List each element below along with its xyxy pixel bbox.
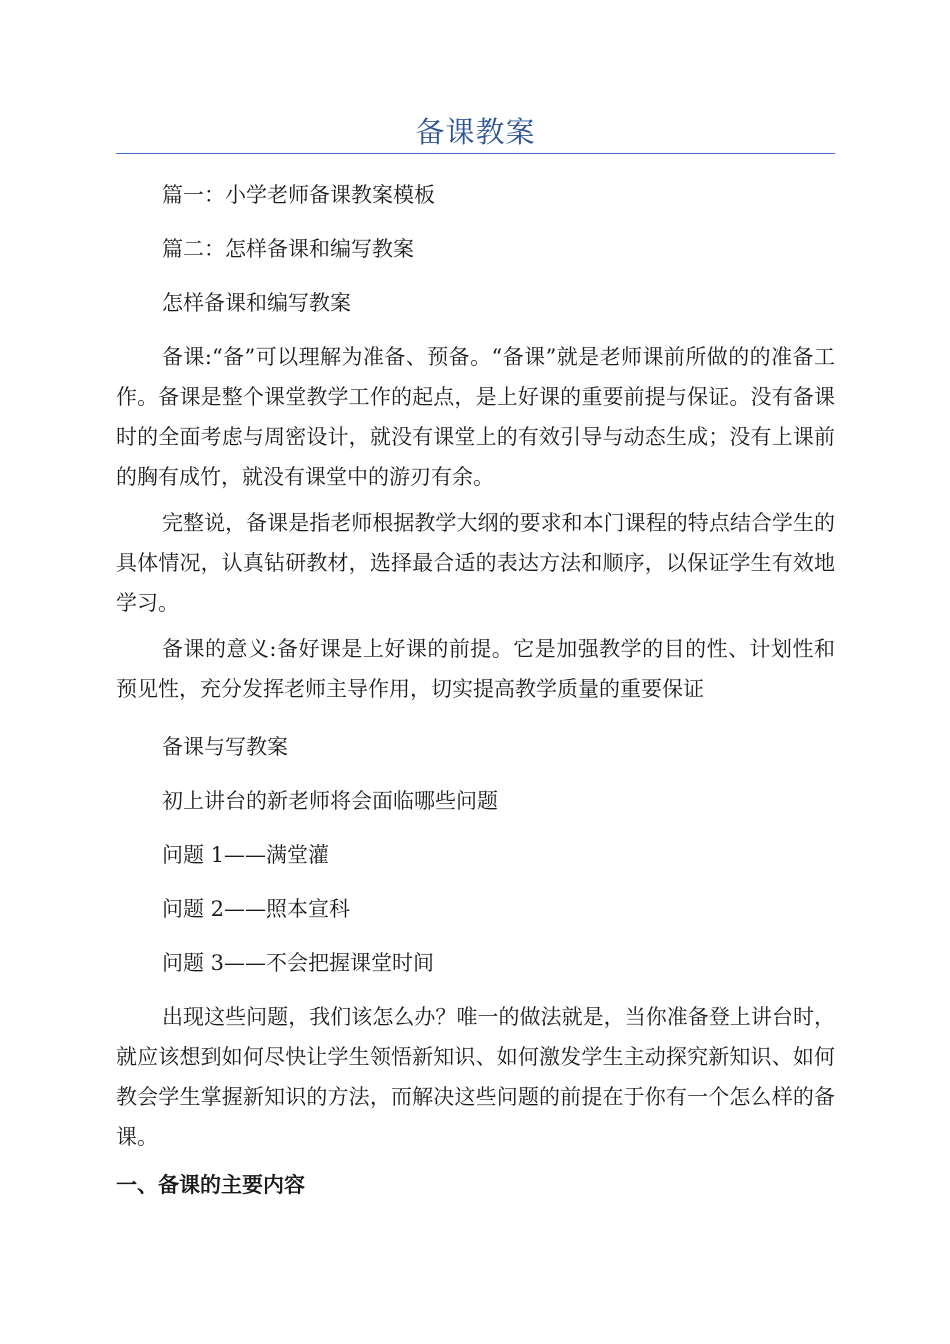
paragraph-11: 问题 3——不会把握课堂时间: [162, 951, 435, 975]
paragraph-2: 篇二：怎样备课和编写教案: [162, 237, 414, 261]
paragraph-10: 问题 2——照本宣科: [162, 897, 351, 921]
paragraph-12: 出现这些问题，我们该怎么办？唯一的做法就是，当你准备登上讲台时，就应该想到如何尽快让学生领悟新知识、如何激发学生主动探究新知识、如何教会学生掌握新知识的方法，而解决这些问题的前提在于你有一个怎么样的备课。: [116, 1005, 835, 1149]
section-heading: 一、备课的主要内容: [116, 1173, 305, 1197]
paragraph-1: 篇一：小学老师备课教案模板: [162, 183, 435, 207]
paragraph-6: 备课的意义:备好课是上好课的前提。它是加强教学的目的性、计划性和预见性，充分发挥老师主导作用，切实提高教学质量的重要保证: [116, 637, 835, 701]
paragraph-3: 怎样备课和编写教案: [162, 291, 351, 315]
paragraph-8: 初上讲台的新老师将会面临哪些问题: [162, 789, 498, 813]
paragraph-7: 备课与写教案: [162, 735, 288, 759]
paragraph-4: 备课:“备”可以理解为准备、预备。“备课”就是老师课前所做的的准备工作。备课是整个课堂教学工作的起点，是上好课的重要前提与保证。没有备课时的全面考虑与周密设计，就没有课堂上的有效引导与动态生成；没有上课前的胸有成竹，就没有课堂中的游刃有余。: [116, 345, 835, 489]
document-title: 备课教案: [415, 115, 536, 149]
title-underline: [116, 153, 835, 154]
paragraph-5: 完整说，备课是指老师根据教学大纲的要求和本门课程的特点结合学生的具体情况，认真钻研教材，选择最合适的表达方法和顺序，以保证学生有效地学习。: [116, 511, 835, 615]
paragraph-9: 问题 1——满堂灌: [162, 843, 330, 867]
